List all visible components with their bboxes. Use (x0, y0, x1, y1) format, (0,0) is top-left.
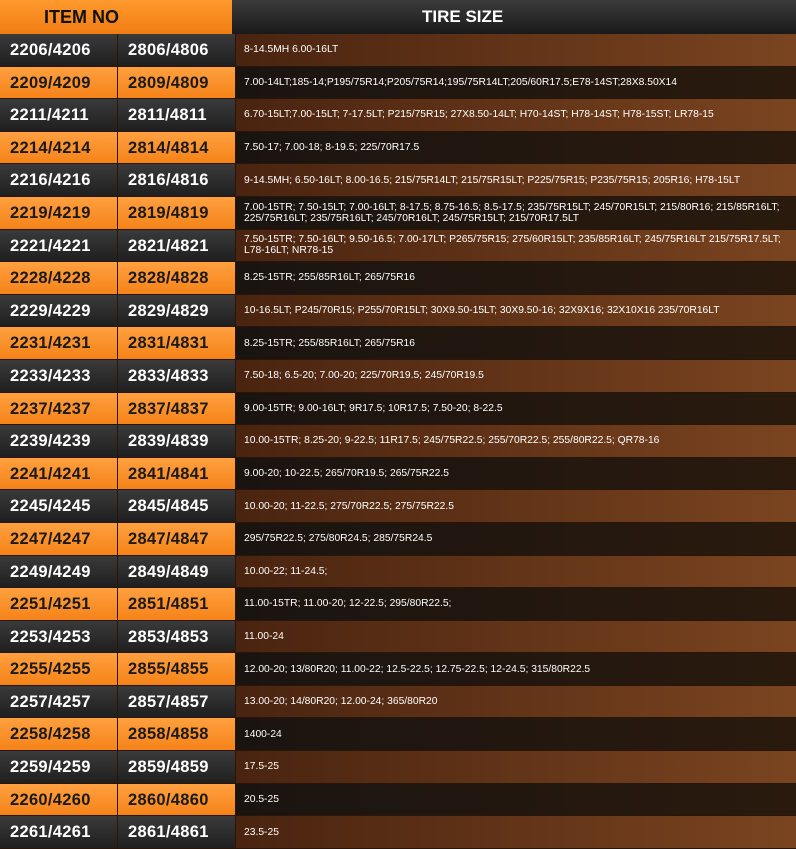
item-no-primary: 2258/4258 (0, 718, 118, 750)
item-no-primary: 2255/4255 (0, 653, 118, 685)
tire-sizes-cell: 20.5-25 (236, 784, 796, 816)
table-row (0, 556, 796, 589)
table-row (0, 686, 796, 719)
tire-sizes-cell: 10.00-20; 11-22.5; 275/70R22.5; 275/75R22.5 (236, 490, 796, 522)
item-no-primary: 2233/4233 (0, 360, 118, 392)
item-no-primary: 2214/4214 (0, 132, 118, 164)
item-no-primary: 2257/4257 (0, 686, 118, 718)
item-no-primary: 2228/4228 (0, 262, 118, 294)
tire-sizes-cell: 10-16.5LT; P245/70R15; P255/70R15LT; 30X9.50-15LT; 30X9.50-16; 32X9X16; 32X10X16 235/70R16LT (236, 295, 796, 327)
item-no-primary: 2216/4216 (0, 164, 118, 196)
item-no-primary: 2209/4209 (0, 67, 118, 99)
item-no-secondary: 2861/4861 (118, 816, 236, 848)
item-no-primary: 2221/4221 (0, 230, 118, 262)
item-no-secondary: 2821/4821 (118, 230, 236, 262)
tire-sizes-cell: 10.00-15TR; 8.25-20; 9-22.5; 11R17.5; 245/75R22.5; 255/70R22.5; 255/80R22.5; QR78-16 (236, 425, 796, 457)
item-no-secondary: 2859/4859 (118, 751, 236, 783)
tire-size-header: TIRE SIZE (422, 7, 504, 26)
tire-sizes-cell: 6.70-15LT;7.00-15LT; 7-17.5LT; P215/75R15; 27X8.50-14LT; H70-14ST; H78-14ST; H78-15ST; LR78-15 (236, 99, 796, 131)
item-no-secondary: 2857/4857 (118, 686, 236, 718)
table-row (0, 360, 796, 393)
item-no-secondary: 2849/4849 (118, 556, 236, 588)
table-row (0, 425, 796, 458)
tire-sizes-cell: 8.25-15TR; 255/85R16LT; 265/75R16 (236, 327, 796, 359)
tire-sizes-cell: 17.5-25 (236, 751, 796, 783)
item-no-secondary: 2833/4833 (118, 360, 236, 392)
item-no-secondary: 2841/4841 (118, 458, 236, 490)
table-row (0, 164, 796, 197)
table-row (0, 67, 796, 100)
item-no-secondary: 2809/4809 (118, 67, 236, 99)
table-row (0, 653, 796, 686)
item-no-primary: 2206/4206 (0, 34, 118, 66)
item-no-secondary: 2816/4816 (118, 164, 236, 196)
table-row (0, 197, 796, 230)
item-no-primary: 2237/4237 (0, 393, 118, 425)
item-no-secondary: 2811/4811 (118, 99, 236, 131)
item-no-secondary: 2839/4839 (118, 425, 236, 457)
item-no-secondary: 2806/4806 (118, 34, 236, 66)
tire-sizes-cell: 8.25-15TR; 255/85R16LT; 265/75R16 (236, 262, 796, 294)
table-row (0, 393, 796, 426)
item-no-secondary: 2853/4853 (118, 621, 236, 653)
item-no-primary: 2231/4231 (0, 327, 118, 359)
item-no-secondary: 2831/4831 (118, 327, 236, 359)
tire-sizes-cell: 7.00-14LT;185-14;P195/75R14;P205/75R14;195/75R14LT;205/60R17.5;E78-14ST;28X8.50X14 (236, 67, 796, 99)
item-no-primary: 2241/4241 (0, 458, 118, 490)
tire-sizes-cell: 11.00-24 (236, 621, 796, 653)
table-row (0, 523, 796, 556)
table-row (0, 588, 796, 621)
table-row (0, 490, 796, 523)
tire-sizes-cell: 9.00-20; 10-22.5; 265/70R19.5; 265/75R22.5 (236, 458, 796, 490)
item-no-secondary: 2837/4837 (118, 393, 236, 425)
item-no-primary: 2211/4211 (0, 99, 118, 131)
item-no-secondary: 2828/4828 (118, 262, 236, 294)
table-row (0, 816, 796, 849)
tire-sizes-cell: 7.00-15TR; 7.50-15LT; 7.00-16LT; 8-17.5; 8.75-16.5; 8.5-17.5; 235/75R15LT; 245/70R15LT; 215/80R16; 215/85R16LT; 225/75R16LT; 235/75R16LT; 245/70R16LT; 245/75R15LT; 215/70R17.5LT (236, 197, 796, 229)
tire-sizes-cell: 1400-24 (236, 718, 796, 750)
table-body (0, 34, 796, 848)
table-row (0, 751, 796, 784)
table-row (0, 327, 796, 360)
table-row (0, 132, 796, 165)
table-row (0, 34, 796, 67)
table-row (0, 458, 796, 491)
table-row (0, 784, 796, 817)
item-no-primary: 2260/4260 (0, 784, 118, 816)
item-no-secondary: 2858/4858 (118, 718, 236, 750)
item-no-primary: 2239/4239 (0, 425, 118, 457)
table-row (0, 230, 796, 263)
item-no-secondary: 2847/4847 (118, 523, 236, 555)
item-no-primary: 2229/4229 (0, 295, 118, 327)
item-no-secondary: 2851/4851 (118, 588, 236, 620)
item-no-primary: 2219/4219 (0, 197, 118, 229)
tire-sizes-cell: 11.00-15TR; 11.00-20; 12-22.5; 295/80R22.5; (236, 588, 796, 620)
table-row (0, 262, 796, 295)
tire-sizes-cell: 9-14.5MH; 6.50-16LT; 8.00-16.5; 215/75R14LT; 215/75R15LT; P225/75R15; P235/75R15; 205R16; H78-15LT (236, 164, 796, 196)
tire-sizes-cell: 12.00-20; 13/80R20; 11.00-22; 12.5-22.5; 12.75-22.5; 12-24.5; 315/80R22.5 (236, 653, 796, 685)
item-no-primary: 2245/4245 (0, 490, 118, 522)
tire-sizes-cell: 13.00-20; 14/80R20; 12.00-24; 365/80R20 (236, 686, 796, 718)
item-no-secondary: 2829/4829 (118, 295, 236, 327)
tire-sizes-cell: 10.00-22; 11-24.5; (236, 556, 796, 588)
tire-sizes-cell: 23.5-25 (236, 816, 796, 848)
table-row (0, 621, 796, 654)
item-no-secondary: 2845/4845 (118, 490, 236, 522)
tire-sizes-cell: 7.50-17; 7.00-18; 8-19.5; 225/70R17.5 (236, 132, 796, 164)
item-no-primary: 2253/4253 (0, 621, 118, 653)
item-no-secondary: 2819/4819 (118, 197, 236, 229)
tire-sizes-cell: 7.50-18; 6.5-20; 7.00-20; 225/70R19.5; 245/70R19.5 (236, 360, 796, 392)
table-row (0, 718, 796, 751)
item-no-primary: 2249/4249 (0, 556, 118, 588)
item-no-primary: 2251/4251 (0, 588, 118, 620)
tire-sizes-cell: 9.00-15TR; 9.00-16LT; 9R17.5; 10R17.5; 7.50-20; 8-22.5 (236, 393, 796, 425)
table-header (0, 0, 796, 35)
item-no-primary: 2247/4247 (0, 523, 118, 555)
item-no-secondary: 2855/4855 (118, 653, 236, 685)
item-no-primary: 2259/4259 (0, 751, 118, 783)
table-row (0, 295, 796, 328)
tire-sizes-cell: 295/75R22.5; 275/80R24.5; 285/75R24.5 (236, 523, 796, 555)
tire-sizes-cell: 7.50-15TR; 7.50-16LT; 9.50-16.5; 7.00-17LT; P265/75R15; 275/60R15LT; 235/85R16LT; 245/75R16LT 215/75R17.5LT; L78-16LT; NR78-15 (236, 230, 796, 262)
item-no-secondary: 2814/4814 (118, 132, 236, 164)
item-no-secondary: 2860/4860 (118, 784, 236, 816)
table-row (0, 99, 796, 132)
item-no-header: ITEM NO (0, 0, 232, 34)
item-no-primary: 2261/4261 (0, 816, 118, 848)
tire-sizes-cell: 8-14.5MH 6.00-16LT (236, 34, 796, 66)
